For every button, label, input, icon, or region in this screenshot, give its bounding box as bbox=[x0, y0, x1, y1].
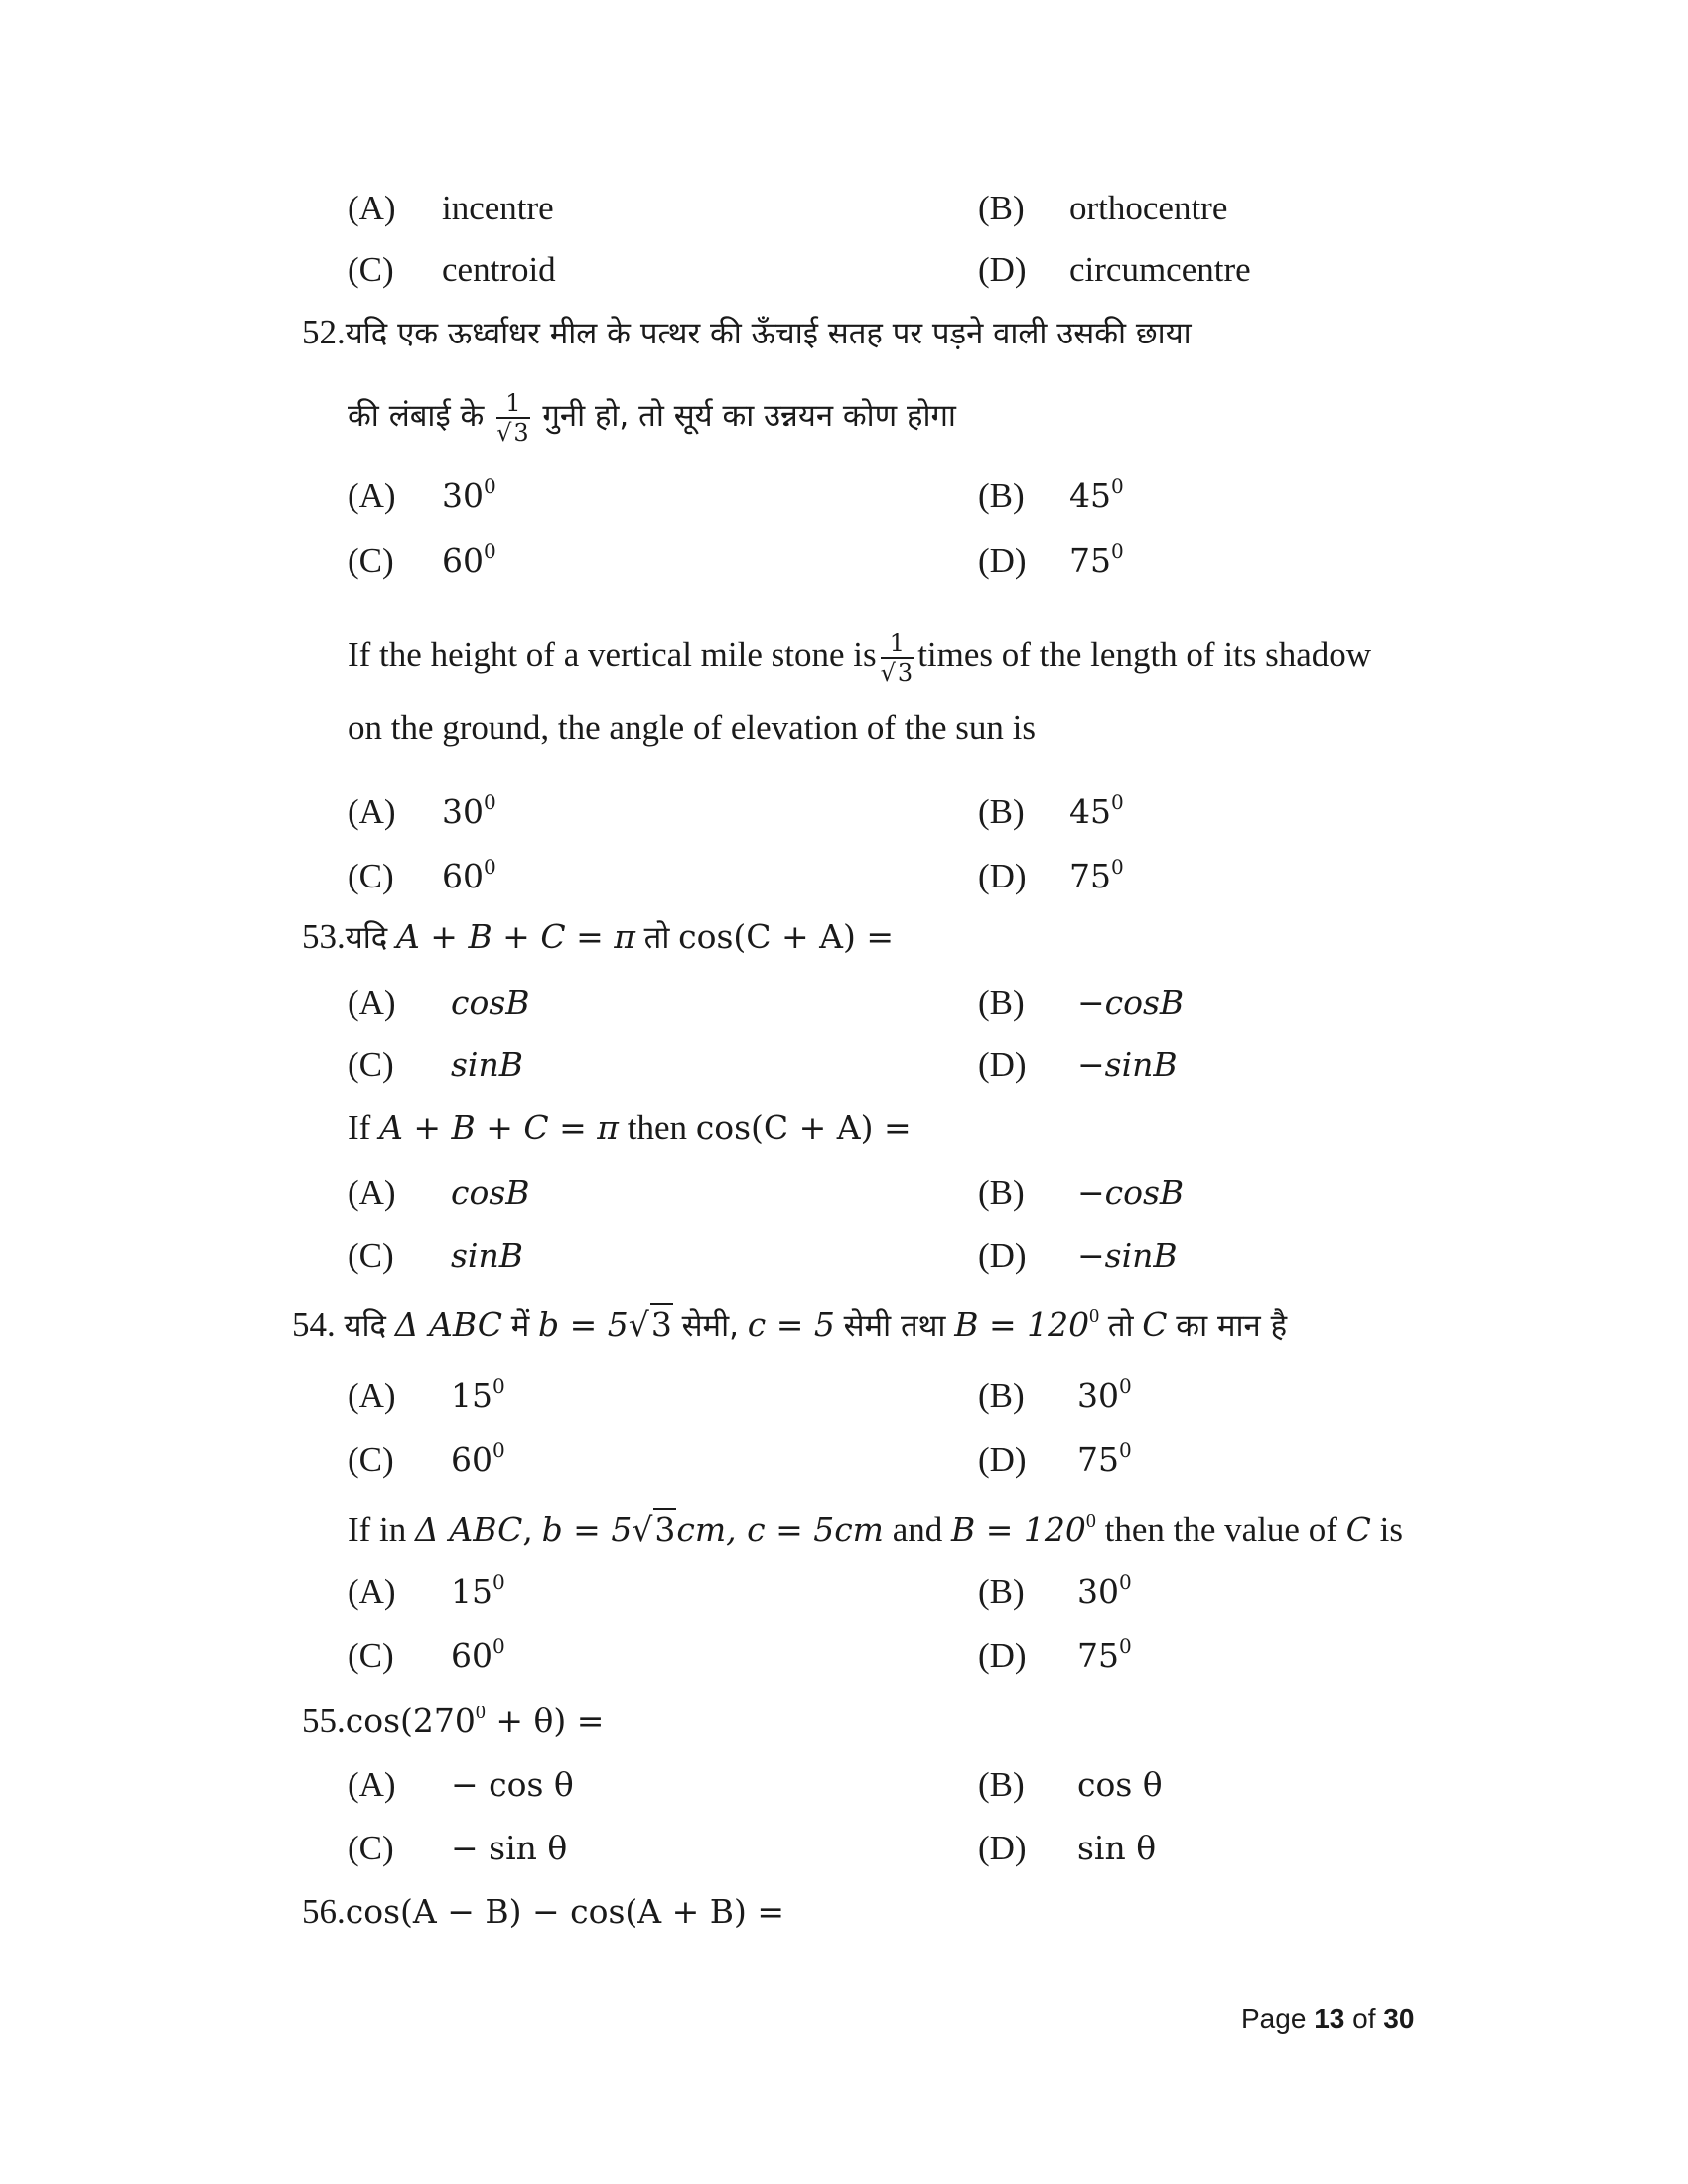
option-label: (A) bbox=[348, 1765, 396, 1804]
option-value: sin θ bbox=[1077, 1829, 1157, 1867]
option-value: $30^0$ bbox=[1077, 1374, 1132, 1415]
question-text-hindi: यदि एक ऊर्ध्वाधर मील के पत्थर की ऊँचाई सतह पर पड़ने वाली उसकी छाया bbox=[345, 316, 1192, 351]
math-expression: cos(A − B) − cos(A + B) = bbox=[345, 1892, 785, 1931]
option-value: $30^0$ bbox=[442, 790, 496, 831]
fraction-denominator: 3 bbox=[513, 419, 529, 447]
page-prefix: Page bbox=[1241, 2003, 1307, 2034]
option-text: orthocentre bbox=[1069, 189, 1228, 227]
fraction-numerator: 1 bbox=[881, 629, 914, 659]
math-expression: Δ ABC bbox=[415, 1510, 523, 1549]
question-text-hindi: सेमी, bbox=[681, 1308, 739, 1344]
question-text-english: times of the length of its shadow bbox=[917, 635, 1372, 675]
option-label: (C) bbox=[348, 857, 394, 895]
option-value: −cosB bbox=[1077, 983, 1185, 1022]
option-value: $15^0$ bbox=[451, 1374, 505, 1415]
option-label: (B) bbox=[978, 1376, 1025, 1415]
option-value: sinB bbox=[451, 1045, 523, 1084]
math-expression: C bbox=[1345, 1510, 1371, 1549]
fraction-denominator: 3 bbox=[897, 659, 914, 687]
option-label: (A) bbox=[348, 477, 396, 515]
option-value: $60^0$ bbox=[451, 1438, 505, 1479]
math-expression: b = 5 bbox=[541, 1510, 633, 1549]
option-value: $75^0$ bbox=[1077, 1634, 1132, 1675]
option-label: (A) bbox=[348, 1173, 396, 1212]
math-expression: cos(C + A) = bbox=[678, 917, 894, 956]
option-label: (D) bbox=[978, 857, 1027, 895]
option-value: − sin θ bbox=[451, 1829, 568, 1867]
option-label: (A) bbox=[348, 189, 396, 227]
option-text: circumcentre bbox=[1069, 250, 1251, 289]
question-text-hindi: यदि bbox=[344, 1308, 386, 1344]
question-text-english: is bbox=[1379, 1510, 1403, 1549]
fraction: $\frac{1}{√3}$ bbox=[496, 389, 529, 447]
question-text-hindi: में bbox=[510, 1308, 530, 1344]
option-label: (B) bbox=[978, 983, 1025, 1022]
option-value: −cosB bbox=[1077, 1173, 1185, 1212]
option-label: (D) bbox=[978, 1440, 1027, 1479]
q53-hindi-line bbox=[302, 915, 894, 960]
question-number: 55. bbox=[302, 1702, 346, 1740]
option-label: (B) bbox=[978, 1765, 1025, 1804]
question-number: 52. bbox=[302, 313, 346, 351]
question-number: 56. bbox=[302, 1892, 346, 1931]
option-value: cosB bbox=[451, 1173, 530, 1212]
page-current: 13 bbox=[1314, 2003, 1345, 2034]
option-label: (B) bbox=[978, 1173, 1025, 1212]
option-label: (D) bbox=[978, 1045, 1027, 1084]
option-value: − cos θ bbox=[451, 1765, 574, 1804]
math-expression: A + B + C = π bbox=[379, 1108, 619, 1147]
option-label: (C) bbox=[348, 1636, 394, 1675]
option-label: (D) bbox=[978, 1829, 1027, 1867]
math-expression: C bbox=[1142, 1305, 1168, 1344]
question-number: 53. bbox=[302, 917, 346, 956]
option-text: incentre bbox=[442, 189, 554, 227]
q52-english-line1 bbox=[348, 629, 1371, 687]
question-text-english: then the value of bbox=[1104, 1510, 1337, 1549]
question-text-english: and bbox=[892, 1510, 943, 1549]
option-value: cos θ bbox=[1077, 1765, 1163, 1804]
option-value: sinB bbox=[451, 1236, 523, 1275]
option-label: (A) bbox=[348, 792, 396, 831]
question-text-english: If in bbox=[348, 1510, 407, 1549]
option-label: (B) bbox=[978, 1572, 1025, 1611]
option-value: −sinB bbox=[1077, 1045, 1178, 1084]
question-text-english: then bbox=[627, 1108, 687, 1147]
math-expression: b = 5 bbox=[538, 1305, 629, 1344]
q52-hindi-line2 bbox=[348, 389, 956, 447]
option-label: (C) bbox=[348, 541, 394, 580]
option-label: (A) bbox=[348, 1376, 396, 1415]
option-value: $75^0$ bbox=[1069, 855, 1124, 895]
math-expression: A + B + C = π bbox=[395, 917, 635, 956]
math-expression: cos(270 bbox=[345, 1702, 476, 1740]
math-expression: cm, c = 5cm bbox=[676, 1510, 884, 1549]
math-expression: 3 bbox=[654, 1510, 676, 1549]
option-label: (C) bbox=[348, 1829, 394, 1867]
question-number: 54. bbox=[292, 1305, 336, 1344]
fraction: $\frac{1}{√3}$ bbox=[880, 629, 914, 687]
option-value: $45^0$ bbox=[1069, 790, 1124, 831]
q54-english-line: If in Δ ABC, b = 5√3cm, c = 5cm and $B = 120^0$ then the value of C is bbox=[348, 1510, 1403, 1549]
question-text-hindi: तो bbox=[1107, 1308, 1134, 1344]
math-expression: + θ) = bbox=[485, 1702, 605, 1740]
option-label: (C) bbox=[348, 250, 394, 289]
option-value: $30^0$ bbox=[442, 475, 496, 515]
option-value: $45^0$ bbox=[1069, 475, 1124, 515]
math-expression: Δ ABC bbox=[394, 1305, 502, 1344]
question-text-hindi: तो bbox=[643, 920, 670, 956]
fraction-numerator: 1 bbox=[496, 389, 530, 419]
page-total: 30 bbox=[1383, 2003, 1415, 2034]
option-value: $30^0$ bbox=[1077, 1570, 1132, 1611]
option-value: −sinB bbox=[1077, 1236, 1178, 1275]
q56-line bbox=[302, 1890, 784, 1934]
option-label: (D) bbox=[978, 250, 1027, 289]
q53-english-line bbox=[348, 1106, 912, 1150]
option-value: $15^0$ bbox=[451, 1570, 505, 1611]
option-label: (B) bbox=[978, 477, 1025, 515]
option-label: (C) bbox=[348, 1440, 394, 1479]
question-text-hindi: गुनी हो, तो सूर्य का उन्नयन कोण होगा bbox=[542, 398, 956, 435]
option-label: (D) bbox=[978, 1636, 1027, 1675]
option-label: (A) bbox=[348, 1572, 396, 1611]
option-label: (C) bbox=[348, 1045, 394, 1084]
option-text: centroid bbox=[442, 250, 556, 289]
option-value: $60^0$ bbox=[442, 855, 496, 895]
question-text-english: If bbox=[348, 1108, 371, 1147]
math-expression: cos(C + A) = bbox=[695, 1108, 912, 1147]
page-of: of bbox=[1352, 2003, 1376, 2034]
question-text-english: If the height of a vertical mile stone is bbox=[348, 635, 877, 675]
option-label: (D) bbox=[978, 1236, 1027, 1275]
q52-english-line2: on the ground, the angle of elevation of the sun is bbox=[348, 708, 1037, 747]
q55-line: $55.\cos(270^0 + \theta)$ = bbox=[302, 1702, 605, 1740]
option-value: cosB bbox=[451, 983, 530, 1022]
question-text-hindi: सेमी तथा bbox=[843, 1308, 946, 1344]
option-label: (C) bbox=[348, 1236, 394, 1275]
option-label: (B) bbox=[978, 189, 1025, 227]
math-expression: B = 120 bbox=[951, 1510, 1086, 1549]
question-text-hindi: की लंबाई के bbox=[348, 398, 485, 435]
question-text-hindi: यदि bbox=[345, 920, 388, 956]
q54-hindi-line: 54. यदि Δ ABC में b = 5√3 सेमी, c = 5 सेमी तथा $B = 120^0$ तो C का मान है bbox=[292, 1305, 1288, 1344]
option-value: $60^0$ bbox=[442, 539, 496, 580]
q52-hindi-line1 bbox=[302, 311, 1192, 355]
option-value: $75^0$ bbox=[1069, 539, 1124, 580]
question-text-hindi: का मान है bbox=[1176, 1308, 1288, 1344]
option-label: (A) bbox=[348, 983, 396, 1022]
option-label: (B) bbox=[978, 792, 1025, 831]
math-expression: 3 bbox=[650, 1305, 672, 1344]
math-expression: c = 5 bbox=[747, 1305, 835, 1344]
option-value: $75^0$ bbox=[1077, 1438, 1132, 1479]
math-expression: B = 120 bbox=[954, 1305, 1090, 1344]
option-value: $60^0$ bbox=[451, 1634, 505, 1675]
option-label: (D) bbox=[978, 541, 1027, 580]
page-number bbox=[1241, 2003, 1414, 2035]
